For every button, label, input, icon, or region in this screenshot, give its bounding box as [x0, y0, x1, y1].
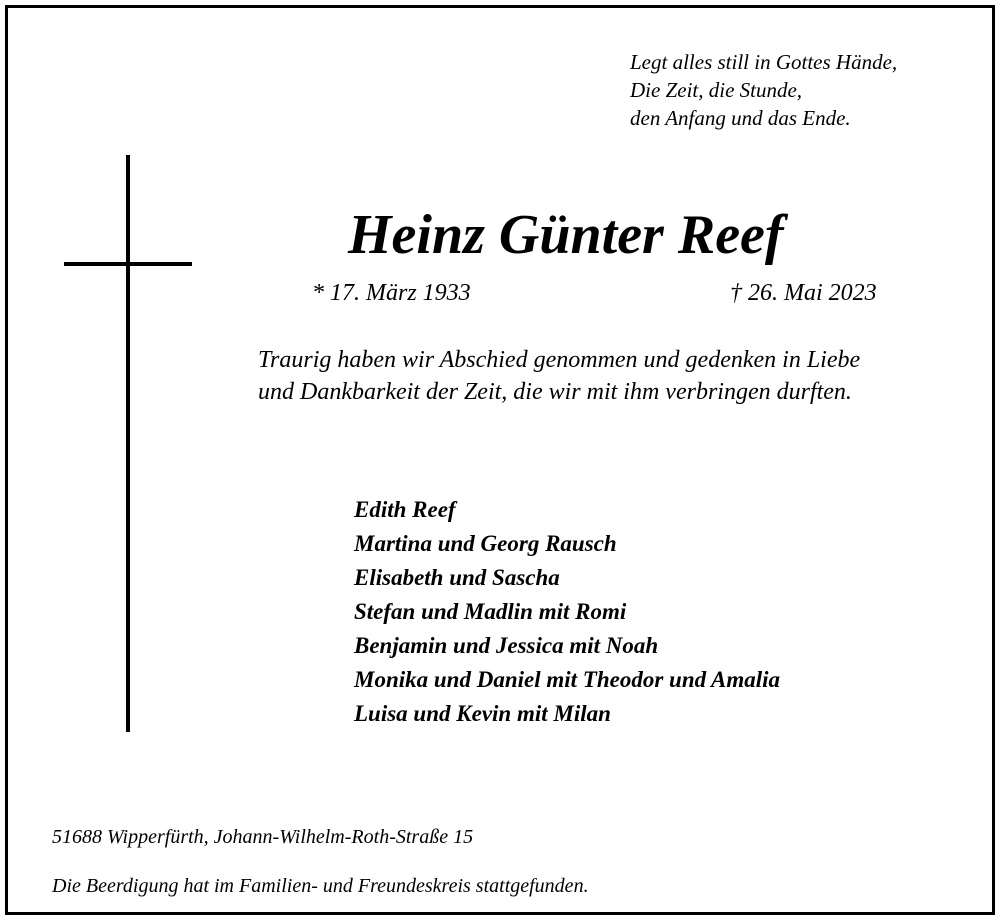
- family-list: [354, 493, 780, 731]
- border-frame: [5, 5, 995, 915]
- verse-line: den Anfang und das Ende.: [630, 106, 851, 130]
- mourning-message: [258, 344, 860, 408]
- cross-vertical-bar: [126, 155, 130, 732]
- deceased-name: Heinz Günter Reef: [348, 204, 784, 266]
- birth-date: * 17. März 1933: [312, 280, 471, 306]
- verse-line: Die Zeit, die Stunde,: [630, 78, 803, 102]
- family-member: Martina und Georg Rausch: [354, 531, 617, 556]
- family-member: Luisa und Kevin mit Milan: [354, 701, 611, 726]
- family-member: Stefan und Madlin mit Romi: [354, 599, 627, 624]
- verse-line: Legt alles still in Gottes Hände,: [630, 50, 898, 74]
- death-date: † 26. Mai 2023: [730, 280, 877, 306]
- family-member: Benjamin und Jessica mit Noah: [354, 633, 659, 658]
- address: 51688 Wipperfürth, Johann-Wilhelm-Roth-Straße 15: [52, 826, 474, 848]
- family-member: Monika und Daniel mit Theodor und Amalia: [354, 667, 781, 692]
- cross-horizontal-bar: [64, 262, 192, 266]
- family-member: Edith Reef: [354, 497, 456, 522]
- message-line: Traurig haben wir Abschied genommen und gedenken in Liebe: [258, 347, 861, 373]
- verse: [630, 48, 897, 132]
- message-line: und Dankbarkeit der Zeit, die wir mit ihm verbringen durften.: [258, 379, 852, 405]
- funeral-note: Die Beerdigung hat im Familien- und Freundeskreis stattgefunden.: [52, 875, 589, 897]
- family-member: Elisabeth und Sascha: [354, 565, 560, 590]
